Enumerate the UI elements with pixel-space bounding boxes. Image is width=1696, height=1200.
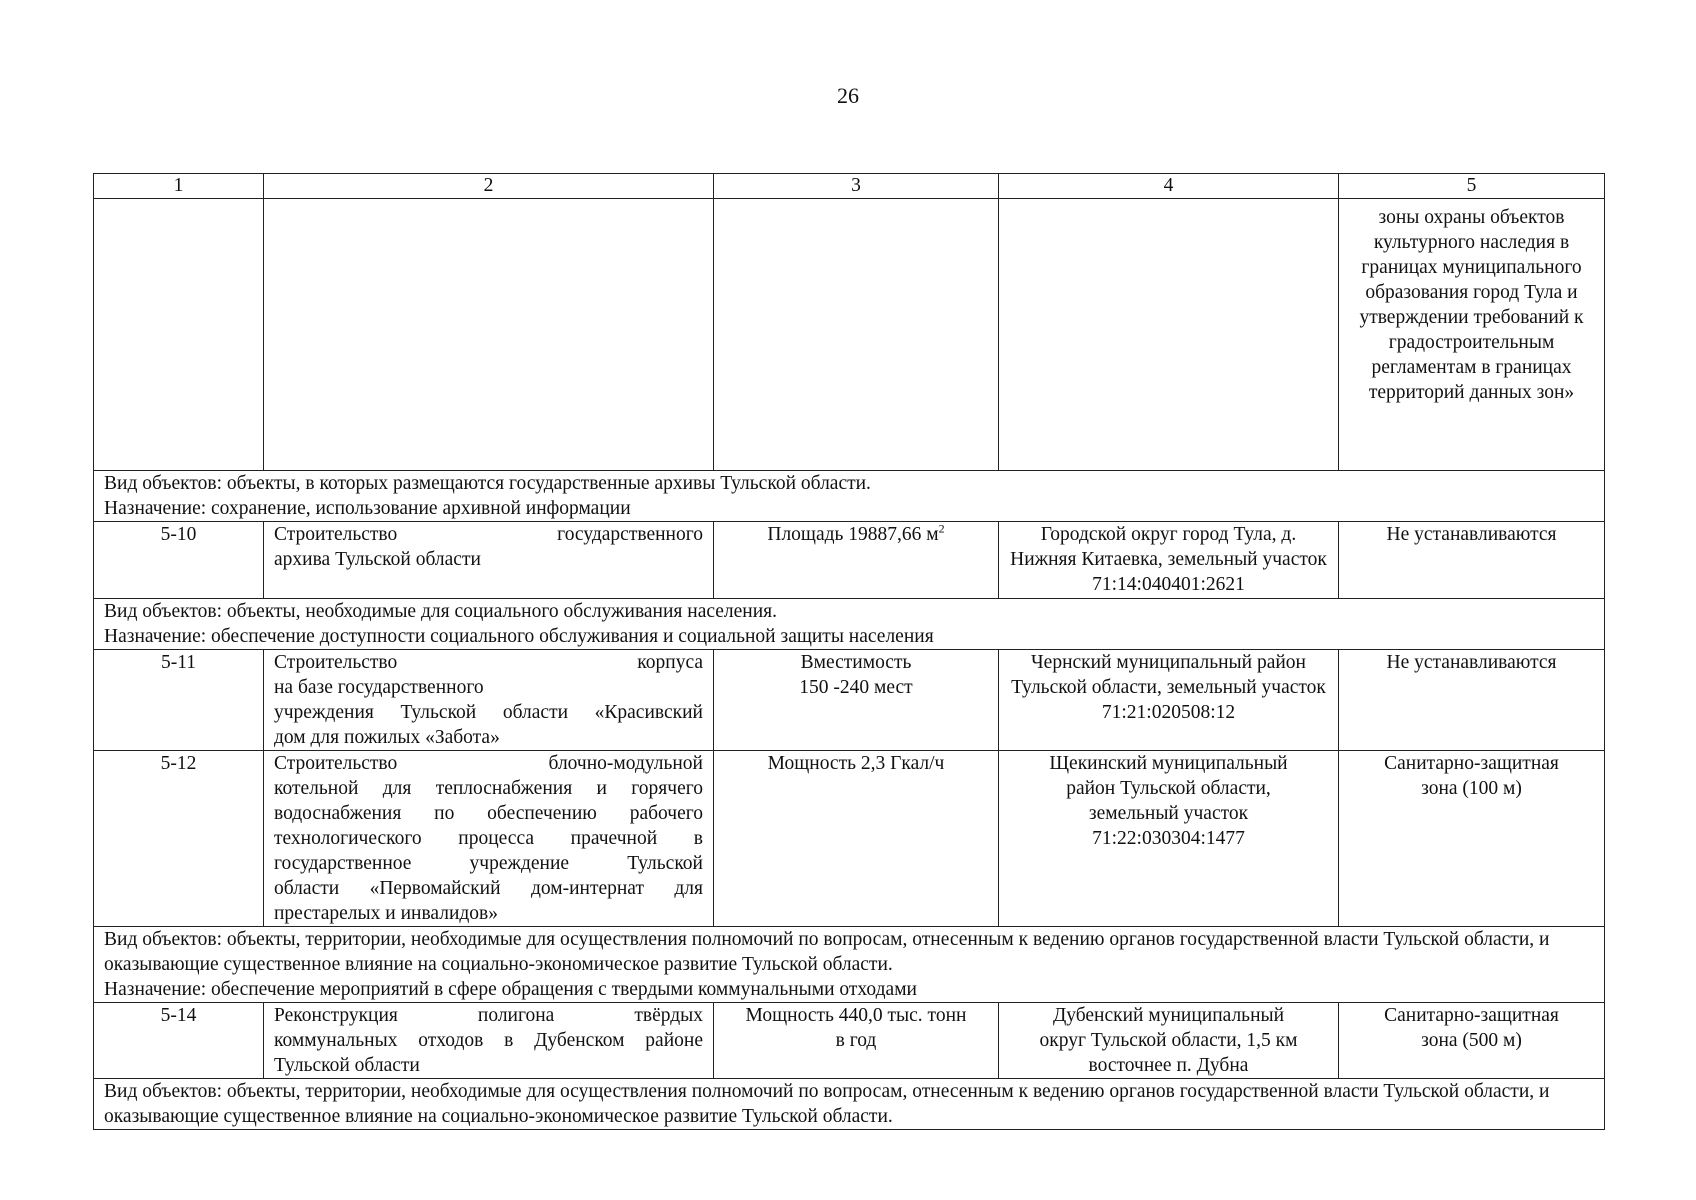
object-name-line: Строительство блочно-модульной: [274, 753, 703, 774]
object-name-line: Тульской области: [274, 1055, 420, 1076]
object-parameter: [714, 1003, 999, 1079]
group-social-purpose: Назначение: обеспечение доступности социального обслуживания и социальной защиты населения: [104, 626, 934, 647]
table-row-5-14: [94, 1003, 1605, 1079]
object-name-line: коммунальных отходов в Дубенском районе: [274, 1030, 703, 1051]
object-name-line: котельной для теплоснабжения и горячего: [274, 778, 703, 799]
row-number: 5-12: [94, 751, 264, 927]
group-waste-cell: [94, 927, 1605, 1003]
group-archives-purpose: Назначение: сохранение, использование архивной информации: [104, 498, 631, 519]
group-archives-kind: Вид объектов: объекты, в которых размещаются государственные архивы Тульской области.: [104, 473, 871, 494]
row-number: 5-14: [94, 1003, 264, 1079]
group-final-kind: Вид объектов: объекты, территории, необходимые для осуществления полномочий по вопросам, отнесенным к ведению органов государственной власти Тульской области, и оказывающие существенное влияние на социально-экономическое развитие Тульской области.: [104, 1081, 1550, 1127]
location-line: район Тульской области,: [1066, 778, 1271, 799]
zone-text: [1339, 751, 1605, 927]
zone-line: Санитарно-защитная: [1384, 1005, 1559, 1026]
object-name-line: учреждения Тульской области «Красивский: [274, 702, 703, 723]
row-number: 5-10: [94, 522, 264, 599]
table-row-5-11: [94, 650, 1605, 751]
table-row-5-10: [94, 522, 1605, 599]
object-name-line: водоснабжения по обеспечению рабочего: [274, 803, 703, 824]
parameter-text: Площадь 19887,66 м: [767, 524, 939, 545]
object-parameter: [714, 522, 999, 599]
group-archives-cell: [94, 471, 1605, 522]
parameter-line: Мощность 440,0 тыс. тонн: [745, 1005, 967, 1026]
header-col-2: 2: [264, 174, 714, 199]
object-location: Городской округ город Тула, д. Нижняя Китаевка, земельный участок 71:14:040401:2621: [999, 522, 1339, 599]
object-name-line: государственное учреждение Тульской: [274, 853, 703, 874]
object-name: [264, 522, 714, 599]
zone-text: Не устанавливаются: [1339, 650, 1605, 751]
object-location: [999, 751, 1339, 927]
object-name-line: Реконструкция полигона твёрдых: [274, 1005, 703, 1026]
location-line: 71:22:030304:1477: [1092, 828, 1245, 849]
object-name: [264, 650, 714, 751]
object-location: Чернский муниципальный район Тульской области, земельный участок 71:21:020508:12: [999, 650, 1339, 751]
location-line: Дубенский муниципальный: [1052, 1005, 1285, 1026]
object-name: [264, 751, 714, 927]
parameter-line: 150 -240 мест: [799, 677, 913, 698]
object-name-line: Строительство корпуса: [274, 652, 703, 673]
cont-cell-2: [264, 199, 714, 471]
cont-cell-4: [999, 199, 1339, 471]
object-name-line: дом для пожилых «Забота»: [274, 727, 500, 748]
group-waste-kind: Вид объектов: объекты, территории, необходимые для осуществления полномочий по вопросам, отнесенным к ведению органов государственной власти Тульской области, и оказывающие существенное влияние на социально-экономическое развитие Тульской области.: [104, 929, 1550, 975]
zone-text: Не устанавливаются: [1339, 522, 1605, 599]
object-name-line: Строительство государственного: [274, 524, 703, 545]
object-location: [999, 1003, 1339, 1079]
location-line: земельный участок: [1088, 803, 1249, 824]
group-social-cell: [94, 599, 1605, 650]
header-col-1: 1: [94, 174, 264, 199]
object-parameter: [714, 650, 999, 751]
object-name-line: престарелых и инвалидов»: [274, 903, 499, 924]
row-number: 5-11: [94, 650, 264, 751]
header-col-3: 3: [714, 174, 999, 199]
location-line: восточнее п. Дубна: [1088, 1055, 1249, 1076]
object-name-line: области «Первомайский дом-интернат для: [274, 878, 703, 899]
object-name-line: на базе государственного: [274, 677, 484, 698]
zone-line: зона (500 м): [1421, 1030, 1522, 1051]
page-number: 26: [837, 83, 859, 108]
group-row-social: [94, 599, 1605, 650]
parameter-line: Вместимость: [800, 652, 912, 673]
zone-text: [1339, 1003, 1605, 1079]
header-col-4: 4: [999, 174, 1339, 199]
objects-table: [93, 173, 1605, 1130]
parameter-line: в год: [835, 1030, 877, 1051]
continuation-row: [94, 199, 1605, 471]
group-final-cell: [94, 1079, 1605, 1130]
group-row-archives: [94, 471, 1605, 522]
zone-line: Санитарно-защитная: [1384, 753, 1559, 774]
group-row-waste: [94, 927, 1605, 1003]
cont-zone-text: зоны охраны объектов культурного наследия в границах муниципального образования город Тула и утверждении требований к градостроительным регламентам в границах территорий данных зон»: [1339, 199, 1605, 471]
table-header-row: [94, 174, 1605, 199]
table-row-5-12: [94, 751, 1605, 927]
group-row-final: [94, 1079, 1605, 1130]
group-social-kind: Вид объектов: объекты, необходимые для социального обслуживания населения.: [104, 601, 778, 622]
parameter-superscript: 2: [938, 521, 945, 536]
header-col-5: 5: [1339, 174, 1605, 199]
zone-line: зона (100 м): [1421, 778, 1522, 799]
cont-cell-1: [94, 199, 264, 471]
object-name-line: архива Тульской области: [274, 549, 481, 570]
object-name-line: технологического процесса прачечной в: [274, 828, 703, 849]
object-name: [264, 1003, 714, 1079]
object-parameter: Мощность 2,3 Гкал/ч: [714, 751, 999, 927]
location-line: Щекинский муниципальный: [1049, 753, 1288, 774]
location-line: округ Тульской области, 1,5 км: [1039, 1030, 1298, 1051]
group-waste-purpose: Назначение: обеспечение мероприятий в сфере обращения с твердыми коммунальными отходами: [104, 979, 917, 1000]
cont-cell-3: [714, 199, 999, 471]
